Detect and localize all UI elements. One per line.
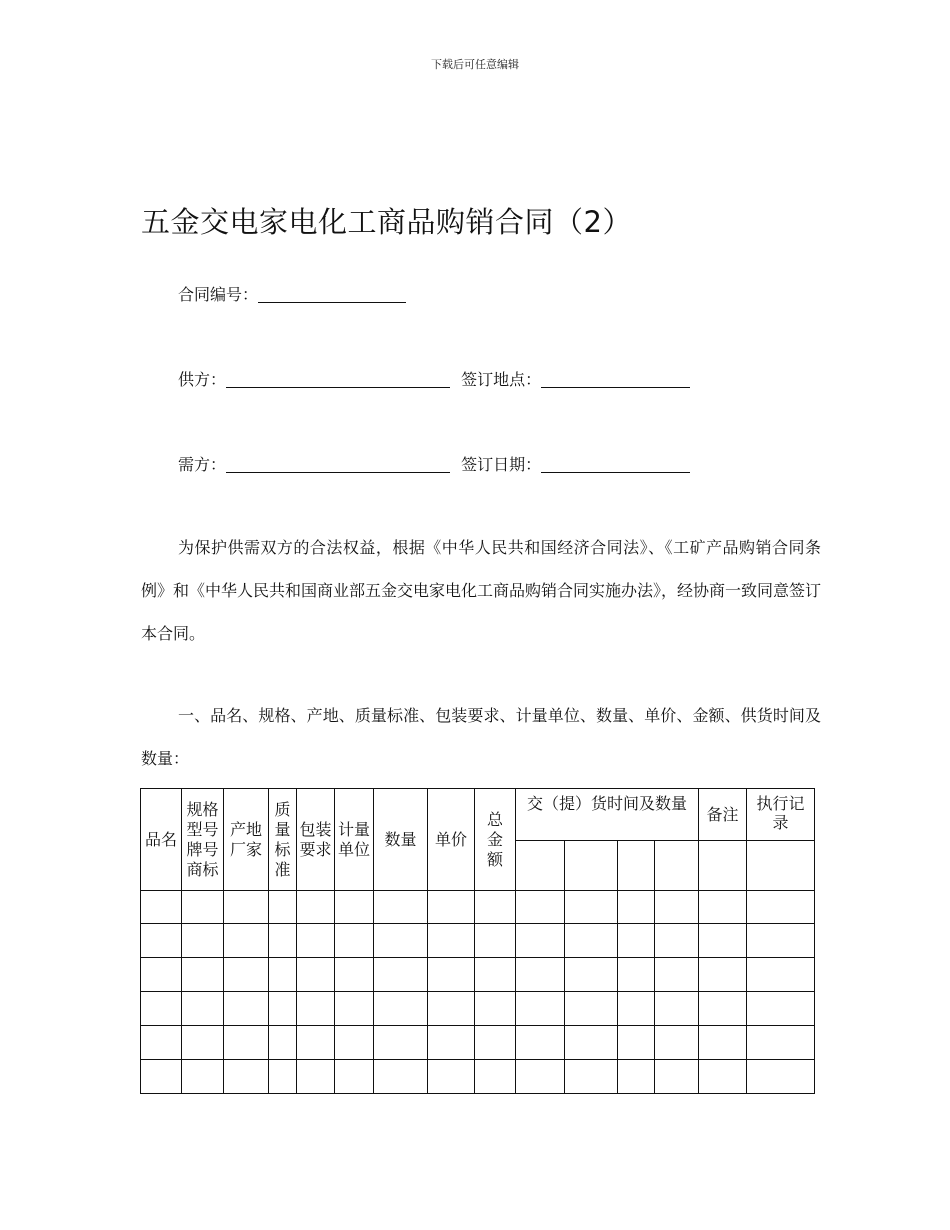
- table-cell[interactable]: [297, 1060, 335, 1094]
- sign-date-label: 签订日期：: [461, 455, 542, 474]
- table-cell[interactable]: [565, 891, 618, 924]
- buyer-label: 需方：: [178, 455, 227, 474]
- table-cell[interactable]: [182, 891, 224, 924]
- col-header-total: [475, 789, 516, 891]
- col-header-spec: [182, 789, 224, 891]
- table-cell[interactable]: [655, 924, 699, 958]
- contract-no-label: 合同编号：: [178, 285, 259, 304]
- table-cell[interactable]: [655, 992, 699, 1026]
- table-cell[interactable]: [699, 924, 747, 958]
- col-header-quality: [269, 789, 297, 891]
- table-cell[interactable]: [428, 1026, 475, 1060]
- supplier-line: [178, 367, 690, 390]
- table-cell[interactable]: [335, 1026, 374, 1060]
- col-header-unit: [335, 789, 374, 891]
- table-cell[interactable]: [565, 1026, 618, 1060]
- table-cell[interactable]: [297, 992, 335, 1026]
- table-cell[interactable]: [297, 924, 335, 958]
- table-cell[interactable]: [269, 1026, 297, 1060]
- col-header-record: [747, 789, 815, 841]
- table-cell[interactable]: [269, 1060, 297, 1094]
- table-cell[interactable]: [655, 1060, 699, 1094]
- table-cell[interactable]: [182, 958, 224, 992]
- record-subcell[interactable]: [747, 841, 815, 891]
- sign-place-label: 签订地点：: [461, 370, 542, 389]
- supplier-label: 供方：: [178, 370, 227, 389]
- table-cell[interactable]: [269, 958, 297, 992]
- col-header-delivery: [516, 789, 699, 841]
- table-cell[interactable]: [374, 1060, 428, 1094]
- table-cell[interactable]: [747, 891, 815, 924]
- table-row: [141, 992, 815, 1026]
- col-header-origin-text: 产地厂家: [230, 819, 263, 859]
- table-cell[interactable]: [374, 992, 428, 1026]
- table-cell[interactable]: [141, 1026, 182, 1060]
- table-cell[interactable]: [655, 958, 699, 992]
- col-header-origin: [224, 789, 269, 891]
- table-cell[interactable]: [141, 1060, 182, 1094]
- table-cell[interactable]: [516, 891, 565, 924]
- table-row: [141, 958, 815, 992]
- table-cell[interactable]: [699, 1060, 747, 1094]
- table-cell[interactable]: [699, 891, 747, 924]
- table-row: [141, 1060, 815, 1094]
- col-header-price: 单价: [428, 789, 475, 891]
- col-header-packing-text: 包装要求: [299, 819, 332, 859]
- table-cell[interactable]: [224, 924, 269, 958]
- table-cell[interactable]: [374, 924, 428, 958]
- table-cell[interactable]: [269, 891, 297, 924]
- table-cell[interactable]: [374, 1026, 428, 1060]
- table-cell[interactable]: [655, 1026, 699, 1060]
- table-cell[interactable]: [269, 992, 297, 1026]
- delivery-subcell[interactable]: [565, 841, 618, 891]
- document-title: 五金交电家电化工商品购销合同（2）: [141, 205, 632, 239]
- table-cell[interactable]: [182, 1060, 224, 1094]
- table-cell[interactable]: [224, 958, 269, 992]
- table-cell[interactable]: [516, 1060, 565, 1094]
- buyer-line: [178, 452, 690, 475]
- table-cell[interactable]: [618, 891, 655, 924]
- table-cell[interactable]: [182, 992, 224, 1026]
- contract-no-line: [178, 282, 406, 305]
- table-cell[interactable]: [618, 958, 655, 992]
- section1-heading: 一、品名、规格、产地、质量标准、包装要求、计量单位、数量、单价、金额、供货时间及数量：: [141, 706, 821, 768]
- table-cell[interactable]: [516, 958, 565, 992]
- table-cell[interactable]: [475, 891, 516, 924]
- table-cell[interactable]: [475, 924, 516, 958]
- table-cell[interactable]: [747, 924, 815, 958]
- col-header-unit-text: 计量单位: [338, 819, 371, 859]
- goods-table: [140, 788, 815, 1094]
- table-cell[interactable]: [297, 958, 335, 992]
- delivery-subcell[interactable]: [655, 841, 699, 891]
- contract-no-blank[interactable]: [258, 286, 406, 303]
- table-row: [141, 1026, 815, 1060]
- table-cell[interactable]: [475, 958, 516, 992]
- table-cell[interactable]: [297, 1026, 335, 1060]
- sign-place-blank[interactable]: [541, 371, 690, 388]
- supplier-blank[interactable]: [226, 371, 450, 388]
- table-cell[interactable]: [618, 1026, 655, 1060]
- table-cell[interactable]: [141, 924, 182, 958]
- table-cell[interactable]: [374, 958, 428, 992]
- table-cell[interactable]: [516, 924, 565, 958]
- table-cell[interactable]: [224, 1026, 269, 1060]
- table-cell[interactable]: [618, 924, 655, 958]
- table-cell[interactable]: [374, 891, 428, 924]
- table-cell[interactable]: [699, 958, 747, 992]
- table-cell[interactable]: [618, 1060, 655, 1094]
- delivery-subcell[interactable]: [618, 841, 655, 891]
- page-header: 下载后可任意编辑: [431, 58, 519, 71]
- sign-date-blank[interactable]: [541, 456, 690, 473]
- col-header-name: 品名: [141, 789, 182, 891]
- col-header-spec-text: 规格型号牌号商标: [186, 799, 219, 879]
- table-cell[interactable]: [224, 1060, 269, 1094]
- table-cell[interactable]: [565, 1060, 618, 1094]
- table-cell[interactable]: [428, 992, 475, 1026]
- table-cell[interactable]: [428, 1060, 475, 1094]
- col-header-record-text: 执行记录: [756, 794, 805, 832]
- table-cell[interactable]: [335, 1060, 374, 1094]
- table-cell[interactable]: [335, 958, 374, 992]
- table-cell[interactable]: [224, 992, 269, 1026]
- table-cell[interactable]: [699, 992, 747, 1026]
- table-cell[interactable]: [516, 992, 565, 1026]
- col-header-delivery-text: 交（提）货时间及数量: [526, 794, 687, 813]
- table-cell[interactable]: [428, 958, 475, 992]
- table-cell[interactable]: [655, 891, 699, 924]
- buyer-blank[interactable]: [226, 456, 450, 473]
- intro-paragraph: 为保护供需双方的合法权益，根据《中华人民共和国经济合同法》、《工矿产品购销合同条例》和《中华人民共和国商业部五金交电家电化工商品购销合同实施办法》，经协商一致同意签订本合同。: [141, 538, 822, 643]
- table-cell[interactable]: [141, 958, 182, 992]
- table-cell[interactable]: [335, 891, 374, 924]
- col-header-packing: [297, 789, 335, 891]
- table-cell[interactable]: [699, 1026, 747, 1060]
- table-cell[interactable]: [141, 891, 182, 924]
- table-cell[interactable]: [747, 992, 815, 1026]
- col-header-quality-text: 质量标准: [274, 799, 291, 879]
- table-cell[interactable]: [269, 924, 297, 958]
- delivery-subcell[interactable]: [516, 841, 565, 891]
- col-header-total-text: 总金额: [487, 809, 504, 869]
- table-cell[interactable]: [182, 924, 224, 958]
- table-cell[interactable]: [747, 1060, 815, 1094]
- table-cell[interactable]: [297, 891, 335, 924]
- remark-subcell[interactable]: [699, 841, 747, 891]
- table-cell[interactable]: [747, 958, 815, 992]
- table-cell[interactable]: [565, 992, 618, 1026]
- table-cell[interactable]: [475, 1026, 516, 1060]
- table-cell[interactable]: [565, 958, 618, 992]
- table-cell[interactable]: [428, 891, 475, 924]
- table-cell[interactable]: [224, 891, 269, 924]
- table-cell[interactable]: [335, 924, 374, 958]
- table-cell[interactable]: [428, 924, 475, 958]
- table-cell[interactable]: [335, 992, 374, 1026]
- table-cell[interactable]: [182, 1026, 224, 1060]
- table-cell[interactable]: [475, 1060, 516, 1094]
- table-cell[interactable]: [747, 1026, 815, 1060]
- col-header-quantity: 数量: [374, 789, 428, 891]
- col-header-remark: 备注: [699, 789, 747, 841]
- table-cell[interactable]: [475, 992, 516, 1026]
- table-row: [141, 924, 815, 958]
- table-cell[interactable]: [141, 992, 182, 1026]
- table-cell[interactable]: [516, 1026, 565, 1060]
- table-row: [141, 891, 815, 924]
- table-cell[interactable]: [565, 924, 618, 958]
- table-cell[interactable]: [618, 992, 655, 1026]
